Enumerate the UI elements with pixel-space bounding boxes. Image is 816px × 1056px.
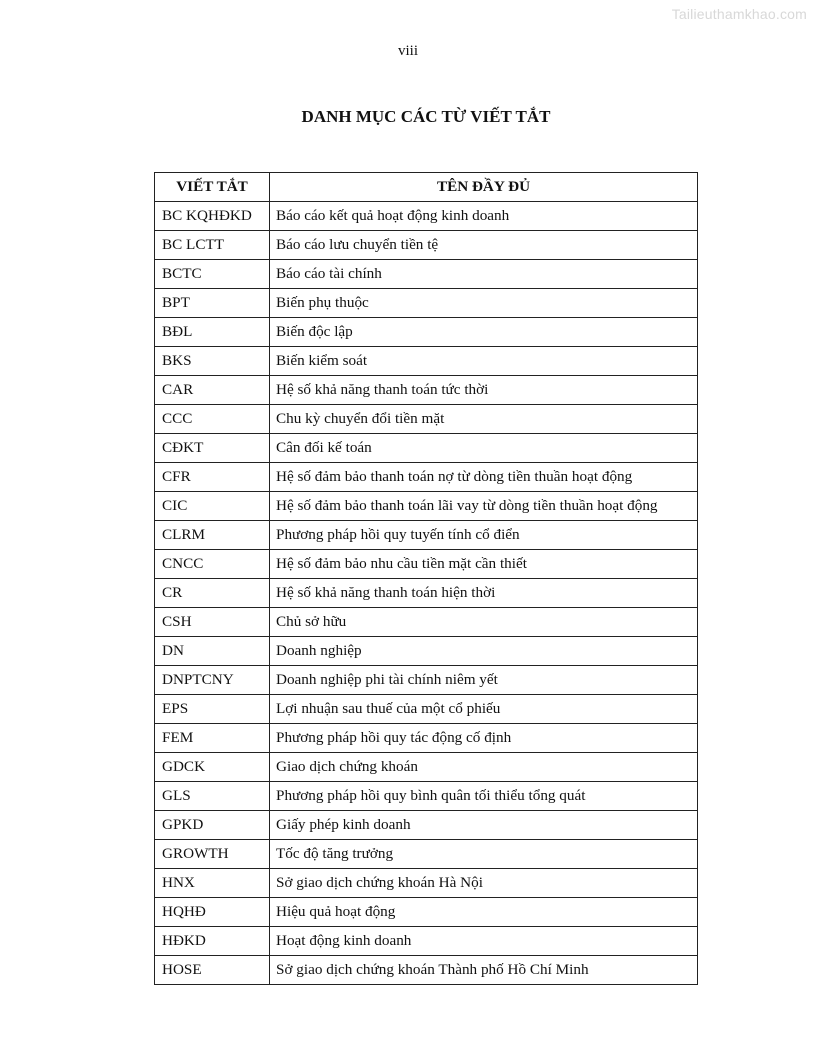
table-row — [155, 521, 698, 550]
table-row — [155, 724, 698, 753]
full-name-cell: Hệ số đảm bảo nhu cầu tiền mặt cần thiết — [270, 550, 698, 579]
table-row — [155, 376, 698, 405]
full-name-cell: Giao dịch chứng khoán — [270, 753, 698, 782]
full-name-cell: Doanh nghiệp — [270, 637, 698, 666]
abbreviation-cell: HOSE — [155, 956, 270, 985]
full-name-cell: Doanh nghiệp phi tài chính niêm yết — [270, 666, 698, 695]
abbreviation-cell: CFR — [155, 463, 270, 492]
full-name-cell: Hệ số khả năng thanh toán hiện thời — [270, 579, 698, 608]
full-name-cell: Chu kỳ chuyển đổi tiền mặt — [270, 405, 698, 434]
full-name-cell: Cân đối kế toán — [270, 434, 698, 463]
table-row — [155, 840, 698, 869]
abbreviation-cell: BC KQHĐKD — [155, 202, 270, 231]
header-abbreviation: VIẾT TẮT — [155, 173, 270, 202]
full-name-cell: Hệ số đảm bảo thanh toán nợ từ dòng tiền thuần hoạt động — [270, 463, 698, 492]
table-row — [155, 434, 698, 463]
table-row — [155, 550, 698, 579]
full-name-cell: Sở giao dịch chứng khoán Hà Nội — [270, 869, 698, 898]
full-name-cell: Báo cáo kết quả hoạt động kinh doanh — [270, 202, 698, 231]
table-header-row — [155, 173, 698, 202]
abbreviation-cell: GDCK — [155, 753, 270, 782]
abbreviation-cell: BPT — [155, 289, 270, 318]
abbreviation-cell: CR — [155, 579, 270, 608]
full-name-cell: Giấy phép kinh doanh — [270, 811, 698, 840]
abbreviation-cell: CĐKT — [155, 434, 270, 463]
abbreviation-cell: CSH — [155, 608, 270, 637]
table-row — [155, 231, 698, 260]
full-name-cell: Hệ số khả năng thanh toán tức thời — [270, 376, 698, 405]
table-row — [155, 289, 698, 318]
watermark: Tailieuthamkhao.com — [671, 6, 807, 22]
abbreviation-cell: BKS — [155, 347, 270, 376]
table-row — [155, 666, 698, 695]
abbreviation-cell: BCTC — [155, 260, 270, 289]
abbreviation-cell: EPS — [155, 695, 270, 724]
table-row — [155, 405, 698, 434]
abbreviation-cell: DNPTCNY — [155, 666, 270, 695]
table-row — [155, 956, 698, 985]
abbreviation-cell: CIC — [155, 492, 270, 521]
page-title: DANH MỤC CÁC TỪ VIẾT TẮT — [301, 107, 551, 126]
abbreviation-cell: FEM — [155, 724, 270, 753]
table-row — [155, 869, 698, 898]
full-name-cell: Hiệu quả hoạt động — [270, 898, 698, 927]
abbreviation-cell: BC LCTT — [155, 231, 270, 260]
table-row — [155, 579, 698, 608]
full-name-cell: Báo cáo lưu chuyển tiền tệ — [270, 231, 698, 260]
abbreviation-cell: CLRM — [155, 521, 270, 550]
abbreviation-cell: GLS — [155, 782, 270, 811]
full-name-cell: Sở giao dịch chứng khoán Thành phố Hồ Chí Minh — [270, 956, 698, 985]
abbreviation-cell: GPKD — [155, 811, 270, 840]
abbreviation-table — [154, 172, 698, 985]
full-name-cell: Hệ số đảm bảo thanh toán lãi vay từ dòng tiền thuần hoạt động — [270, 492, 698, 521]
full-name-cell: Báo cáo tài chính — [270, 260, 698, 289]
table-row — [155, 753, 698, 782]
full-name-cell: Biến phụ thuộc — [270, 289, 698, 318]
full-name-cell: Chủ sở hữu — [270, 608, 698, 637]
table-row — [155, 927, 698, 956]
abbreviation-cell: CNCC — [155, 550, 270, 579]
table-row — [155, 782, 698, 811]
abbreviation-cell: HNX — [155, 869, 270, 898]
abbreviation-cell: GROWTH — [155, 840, 270, 869]
table-row — [155, 492, 698, 521]
abbreviation-cell: DN — [155, 637, 270, 666]
full-name-cell: Phương pháp hồi quy tác động cố định — [270, 724, 698, 753]
full-name-cell: Hoạt động kinh doanh — [270, 927, 698, 956]
abbreviation-cell: HQHĐ — [155, 898, 270, 927]
page-number: viii — [397, 43, 418, 59]
abbreviation-cell: HĐKD — [155, 927, 270, 956]
header-full-name: TÊN ĐẦY ĐỦ — [270, 173, 698, 202]
full-name-cell: Tốc độ tăng trưởng — [270, 840, 698, 869]
table-row — [155, 608, 698, 637]
table-body — [155, 202, 698, 985]
table-row — [155, 260, 698, 289]
table-row — [155, 202, 698, 231]
full-name-cell: Biến độc lập — [270, 318, 698, 347]
table-row — [155, 637, 698, 666]
full-name-cell: Phương pháp hồi quy tuyến tính cổ điển — [270, 521, 698, 550]
abbreviation-cell: CCC — [155, 405, 270, 434]
table-row — [155, 463, 698, 492]
full-name-cell: Phương pháp hồi quy bình quân tối thiểu tổng quát — [270, 782, 698, 811]
abbreviation-cell: BĐL — [155, 318, 270, 347]
table-row — [155, 695, 698, 724]
full-name-cell: Lợi nhuận sau thuế của một cổ phiếu — [270, 695, 698, 724]
full-name-cell: Biến kiểm soát — [270, 347, 698, 376]
abbreviation-cell: CAR — [155, 376, 270, 405]
table-row — [155, 347, 698, 376]
table-row — [155, 811, 698, 840]
table-row — [155, 898, 698, 927]
table-row — [155, 318, 698, 347]
